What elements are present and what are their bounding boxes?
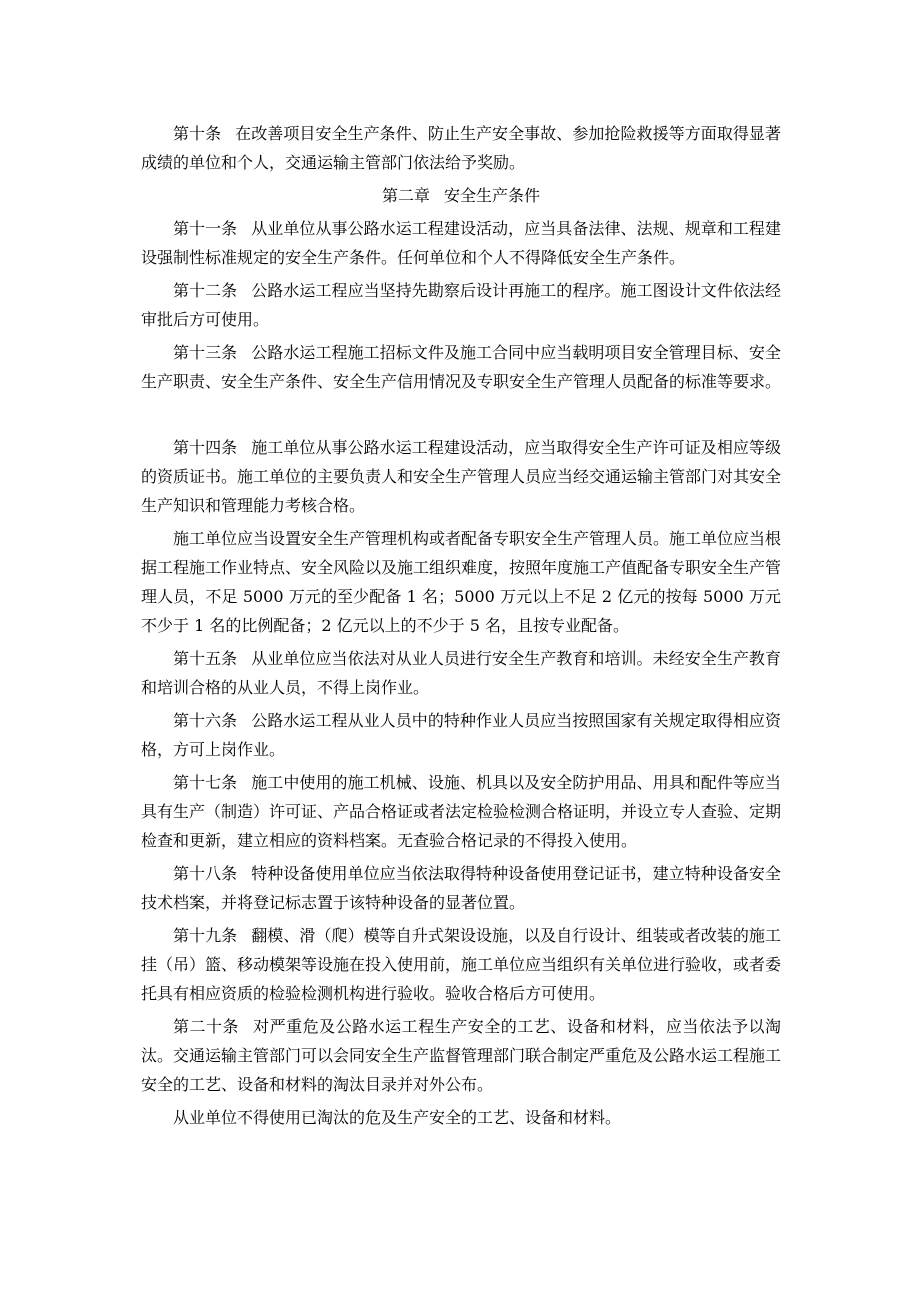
article-text: 施工单位从事公路水运工程建设活动，应当取得安全生产许可证及相应等级的资质证书。施工单位的主要负责人和安全生产管理人员应当经交通运输主管部门对其安全生产知识和管理能力考核合格。 [141, 438, 782, 515]
article-number: 第十五条 [173, 649, 238, 668]
article-number: 第十九条 [173, 926, 238, 945]
chapter-title: 安全生产条件 [444, 186, 541, 205]
article-text: 施工单位应当设置安全生产管理机构或者配备专职安全生产管理人员。施工单位应当根据工程施工作业特点、安全风险以及施工组织难度，按照年度施工产值配备专职安全生产管理人员，不足 5000 万元的至少配备 1 名；5000 万元以上不足 2 亿元的按每 5000 万元不少于 1 名的比例配备；2 亿元以上的不少于 5 名，且按专业配备。 [141, 529, 782, 635]
article-number: 第十六条 [173, 711, 238, 730]
article-number: 第十四条 [173, 438, 238, 457]
article-text: 翻模、滑（爬）模等自升式架设设施，以及自行设计、组装或者改装的施工挂（吊）篮、移动模架等设施在投入使用前，施工单位应当组织有关单位进行验收，或者委托具有相应资质的检验检测机构进行验收。验收合格后方可使用。 [141, 926, 782, 1003]
article-12 [141, 276, 781, 334]
chapter-heading [141, 181, 781, 210]
chapter-number: 第二章 [381, 186, 430, 205]
article-15 [141, 644, 781, 702]
article-18 [141, 859, 781, 917]
blank-line [141, 400, 781, 433]
document-body [141, 119, 781, 1136]
article-text: 从业单位不得使用已淘汰的危及生产安全的工艺、设备和材料。 [173, 1108, 622, 1127]
article-number: 第十三条 [173, 343, 238, 362]
article-number: 第十一条 [173, 219, 238, 238]
article-17 [141, 768, 781, 855]
article-10 [141, 119, 781, 177]
article-16 [141, 706, 781, 764]
article-19 [141, 921, 781, 1008]
article-number: 第十二条 [173, 281, 238, 300]
article-number: 第十八条 [173, 864, 238, 883]
article-text: 从业单位应当依法对从业人员进行安全生产教育和培训。未经安全生产教育和培训合格的从业人员，不得上岗作业。 [141, 649, 781, 697]
article-11 [141, 214, 781, 272]
article-number: 第十条 [173, 124, 222, 143]
article-13 [141, 338, 781, 396]
article-text: 公路水运工程应当坚持先勘察后设计再施工的程序。施工图设计文件依法经审批后方可使用。 [141, 281, 781, 329]
article-20-paragraph-2 [141, 1103, 781, 1132]
article-text: 公路水运工程从业人员中的特种作业人员应当按照国家有关规定取得相应资格，方可上岗作业。 [141, 711, 781, 759]
article-number: 第十七条 [173, 773, 238, 792]
article-text: 从业单位从事公路水运工程建设活动，应当具备法律、法规、规章和工程建设强制性标准规定的安全生产条件。任何单位和个人不得降低安全生产条件。 [141, 219, 781, 267]
article-14-paragraph-2 [141, 524, 781, 640]
article-number: 第二十条 [173, 1017, 240, 1036]
article-text: 特种设备使用单位应当依法取得特种设备使用登记证书，建立特种设备安全技术档案，并将登记标志置于该特种设备的显著位置。 [141, 864, 781, 912]
article-20 [141, 1012, 781, 1099]
article-text: 在改善项目安全生产条件、防止生产安全事故、参加抢险救援等方面取得显著成绩的单位和个人，交通运输主管部门依法给予奖励。 [141, 124, 781, 172]
article-text: 对严重危及公路水运工程生产安全的工艺、设备和材料，应当依法予以淘汰。交通运输主管部门可以会同安全生产监督管理部门联合制定严重危及公路水运工程施工安全的工艺、设备和材料的淘汰目录并对外公布。 [141, 1017, 782, 1094]
article-14 [141, 433, 781, 520]
article-text: 施工中使用的施工机械、设施、机具以及安全防护用品、用具和配件等应当具有生产（制造）许可证、产品合格证或者法定检验检测合格证明，并设立专人查验、定期检查和更新，建立相应的资料档案。无查验合格记录的不得投入使用。 [141, 773, 782, 850]
article-text: 公路水运工程施工招标文件及施工合同中应当载明项目安全管理目标、安全生产职责、安全生产条件、安全生产信用情况及专职安全生产管理人员配备的标准等要求。 [141, 343, 782, 391]
